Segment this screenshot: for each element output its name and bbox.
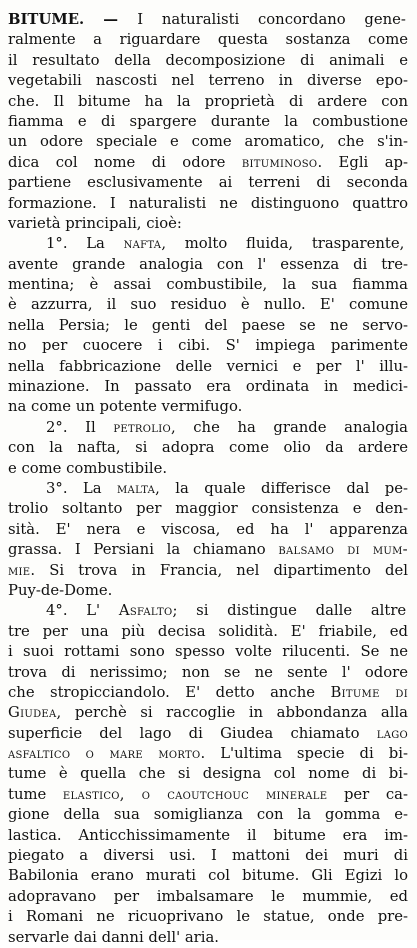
text-line <box>8 540 408 560</box>
text-line <box>8 112 408 132</box>
text-line <box>8 826 408 846</box>
text-run: formazione. I naturalisti ne distinguono quattro <box>8 194 408 212</box>
text-line <box>8 173 408 193</box>
text-run: sità. E' nera e viscosa, ed ha l' apparenza <box>8 520 408 538</box>
small-caps-term: Giudea <box>8 704 57 722</box>
text-line <box>8 581 408 601</box>
text-run: che. Il bitume ha la proprietà di ardere con <box>8 92 408 110</box>
text-line <box>8 275 408 295</box>
text-line <box>8 520 408 540</box>
text-line <box>8 479 408 499</box>
text-line <box>8 866 408 886</box>
text-run: varietà principali, cioè: <box>8 214 182 232</box>
text-run: nella fabbricazione delle vernici e per l' illu- <box>8 357 408 375</box>
text-run: gione della sua somiglianza con la gomma e- <box>8 806 408 824</box>
text-run: , molto fluida, trasparente, <box>161 235 405 253</box>
text-run: tume è quella che si designa col nome di bi- <box>8 765 408 783</box>
text-run: mentina; è assai combustibile, la sua fiamma <box>8 276 408 294</box>
text-line <box>8 438 408 458</box>
text-line <box>8 397 408 417</box>
text-line <box>8 214 408 234</box>
text-run: ralmente a riguardare questa sostanza come <box>8 31 408 49</box>
text-run: con la nafta, si adopra come olio da ardere <box>8 439 408 457</box>
text-run: , perchè si raccoglie in abbondanza alla <box>56 704 408 722</box>
text-line <box>8 663 408 683</box>
text-run: lastica. Anticchissimamente il bitume era im- <box>8 826 408 844</box>
text-line <box>8 724 408 744</box>
text-line <box>8 295 408 315</box>
text-run: trolio soltanto per maggior consistenza e den- <box>8 500 408 518</box>
text-line <box>8 561 408 581</box>
text-line <box>8 418 408 438</box>
text-line <box>8 194 408 214</box>
text-run: i suoi rottami sono spesso volte rilucenti. Se ne <box>8 643 408 661</box>
text-run: fiamma e di spargere durante la combustione <box>8 112 408 130</box>
text-run: I naturalisti concordano gene- <box>137 11 406 28</box>
text-run: dica col nome di odore <box>8 153 242 171</box>
text-line <box>8 10 408 30</box>
text-run: vegetabili nascosti nel terreno in diverse epo- <box>8 72 408 90</box>
text-run: no per cuocere i cibi. S' impiega parimente <box>8 337 408 355</box>
text-line <box>8 51 408 71</box>
text-line <box>8 703 408 723</box>
small-caps-term: petrolio <box>113 418 171 436</box>
text-run: per ca- <box>327 785 408 803</box>
text-run: . Si trova in Francia, nel dipartimento del <box>30 561 408 579</box>
small-caps-term: bituminoso <box>241 153 318 171</box>
small-caps-term: lago <box>376 724 408 742</box>
small-caps-term: asfaltico o mare morto <box>8 745 201 763</box>
text-run: minazione. In passato era ordinata in medici- <box>8 378 408 396</box>
text-run: 4°. L' <box>46 602 119 620</box>
text-run: superficie del lago di Giudea chiamato <box>8 724 377 742</box>
small-caps-term: balsamo di mum- <box>278 541 408 559</box>
text-run: che stropicciandolo. E' detto anche <box>8 683 331 701</box>
text-run: 3°. La <box>46 479 118 497</box>
small-caps-term: Bitume di <box>330 683 408 701</box>
text-line <box>8 92 408 112</box>
text-run: . L'ultima specie di bi- <box>200 745 408 763</box>
text-line <box>8 805 408 825</box>
text-line <box>8 785 408 805</box>
text-run: i Romani ne ricuoprivano le statue, onde pre- <box>8 908 408 926</box>
text-run: e come combustibile. <box>8 459 168 477</box>
text-run: . Egli ap- <box>317 153 408 171</box>
text-line <box>8 622 408 642</box>
small-caps-term: mie <box>8 561 31 579</box>
text-line <box>8 234 408 254</box>
text-line <box>8 71 408 91</box>
text-line <box>8 764 408 784</box>
text-run: grassa. I Persiani la chiamano <box>8 541 279 559</box>
text-run: , che ha grande analogia <box>170 418 408 436</box>
text-line <box>8 499 408 519</box>
text-line <box>8 846 408 866</box>
text-line <box>8 459 408 479</box>
text-line <box>8 153 408 173</box>
text-run: adopravano per imbalsamare le mummie, ed <box>8 887 408 905</box>
text-run: tre per una più decisa solidità. E' friabile, ed <box>8 622 408 640</box>
text-run: tume <box>8 785 63 803</box>
text-line <box>8 683 408 703</box>
text-line <box>8 132 408 152</box>
text-run: ; si distingue dalle altre <box>172 602 407 620</box>
text-run: è azzurra, il suo residuo è nullo. E' comune <box>8 296 408 314</box>
text-run: , la quale differisce dal pe- <box>155 479 408 497</box>
text-run: nella Persia; le genti del paese se ne servo- <box>8 316 408 334</box>
text-line <box>8 907 408 927</box>
text-line <box>8 887 408 907</box>
text-run: partiene esclusivamente ai terreni di seconda <box>8 174 408 192</box>
text-line <box>8 336 408 356</box>
text-run: na come un potente vermifugo. <box>8 398 243 416</box>
text-line <box>8 642 408 662</box>
entry-heading: BITUME. — <box>8 11 138 28</box>
text-run: un odore speciale e come aromatico, che s'in- <box>8 133 408 151</box>
small-caps-term: Asfalto <box>118 602 173 620</box>
text-line <box>8 357 408 377</box>
text-line <box>8 377 408 397</box>
text-run: piegato a diversi usi. I mattoni dei muri di <box>8 847 408 865</box>
small-caps-term: elastico, o caoutchouc minerale <box>62 785 328 803</box>
text-run: servarle dai danni dell' aria. <box>8 928 220 946</box>
text-line <box>8 744 408 764</box>
text-run: il resultato della decomposizione di animali e <box>8 51 408 69</box>
text-run: Puy-de-Dome. <box>8 581 113 599</box>
text-line <box>8 601 408 621</box>
text-run: trova di nerissimo; non se ne sente l' odore <box>8 663 408 681</box>
article-bitume <box>8 10 408 948</box>
text-line <box>8 316 408 336</box>
text-run: 1°. La <box>46 235 124 253</box>
text-line <box>8 30 408 50</box>
text-run: avente grande analogia con l' essenza di tre- <box>8 255 408 273</box>
small-caps-term: nafta <box>123 235 162 253</box>
text-run: Babilonia erano murati col bitume. Gli Egizi lo <box>8 867 408 885</box>
text-line <box>8 255 408 275</box>
text-line <box>8 928 408 948</box>
small-caps-term: malta <box>117 479 156 497</box>
text-run: 2°. Il <box>46 418 114 436</box>
